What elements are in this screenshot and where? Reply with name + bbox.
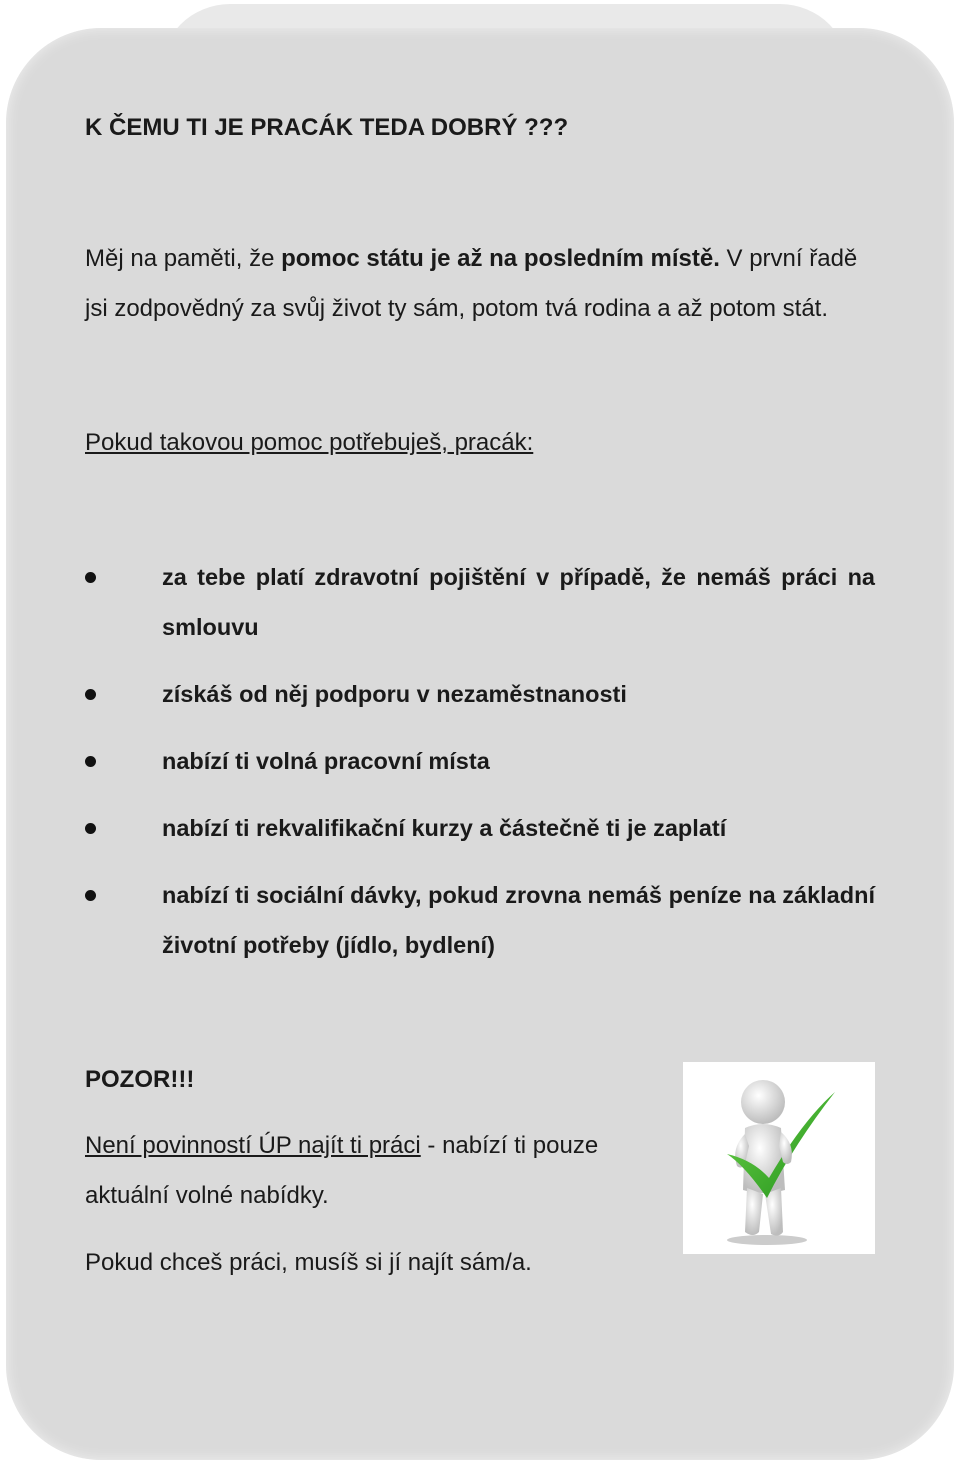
list-item: nabízí ti volná pracovní místa — [85, 736, 875, 786]
bullet-dot-icon — [85, 890, 96, 901]
pozor-label: POZOR!!! — [85, 1066, 195, 1093]
list-item: nabízí ti sociální dávky, pokud zrovna nemáš peníze na základní životní potřeby (jídlo, bydlení) — [85, 870, 875, 970]
intro-part2: V první řadě jsi zodpovědný za svůj život ty sám, potom tvá rodina a až potom stát. — [85, 245, 858, 322]
neni-rest: - nabízí ti pouze aktuální volné nabídky. — [85, 1132, 599, 1209]
benefits-list — [85, 552, 875, 970]
neni-underlined: Není povinností ÚP najít ti práci — [85, 1132, 421, 1159]
intro-bold: pomoc státu je až na posledním místě. — [281, 245, 720, 272]
list-item: za tebe platí zdravotní pojištění v případě, že nemáš práci na smlouvu — [85, 552, 875, 652]
page-heading: K ČEMU TI JE PRACÁK TEDA DOBRÝ ??? — [85, 114, 569, 141]
closing-text: Pokud chceš práci, musíš si jí najít sám/a. — [85, 1249, 532, 1276]
person-with-checkmark-icon — [683, 1062, 875, 1254]
list-item: nabízí ti rekvalifikační kurzy a částečně ti je zaplatí — [85, 803, 875, 853]
bullet-dot-icon — [85, 689, 96, 700]
bullet-dot-icon — [85, 756, 96, 767]
neni-paragraph — [85, 1121, 665, 1221]
bullet-dot-icon — [85, 823, 96, 834]
bullet-dot-icon — [85, 572, 96, 583]
list-item: získáš od něj podporu v nezaměstnanosti — [85, 669, 875, 719]
intro-paragraph — [85, 234, 875, 334]
pokud-label: Pokud takovou pomoc potřebuješ, pracák: — [85, 429, 534, 456]
intro-part1: Měj na paměti, že — [85, 245, 282, 272]
